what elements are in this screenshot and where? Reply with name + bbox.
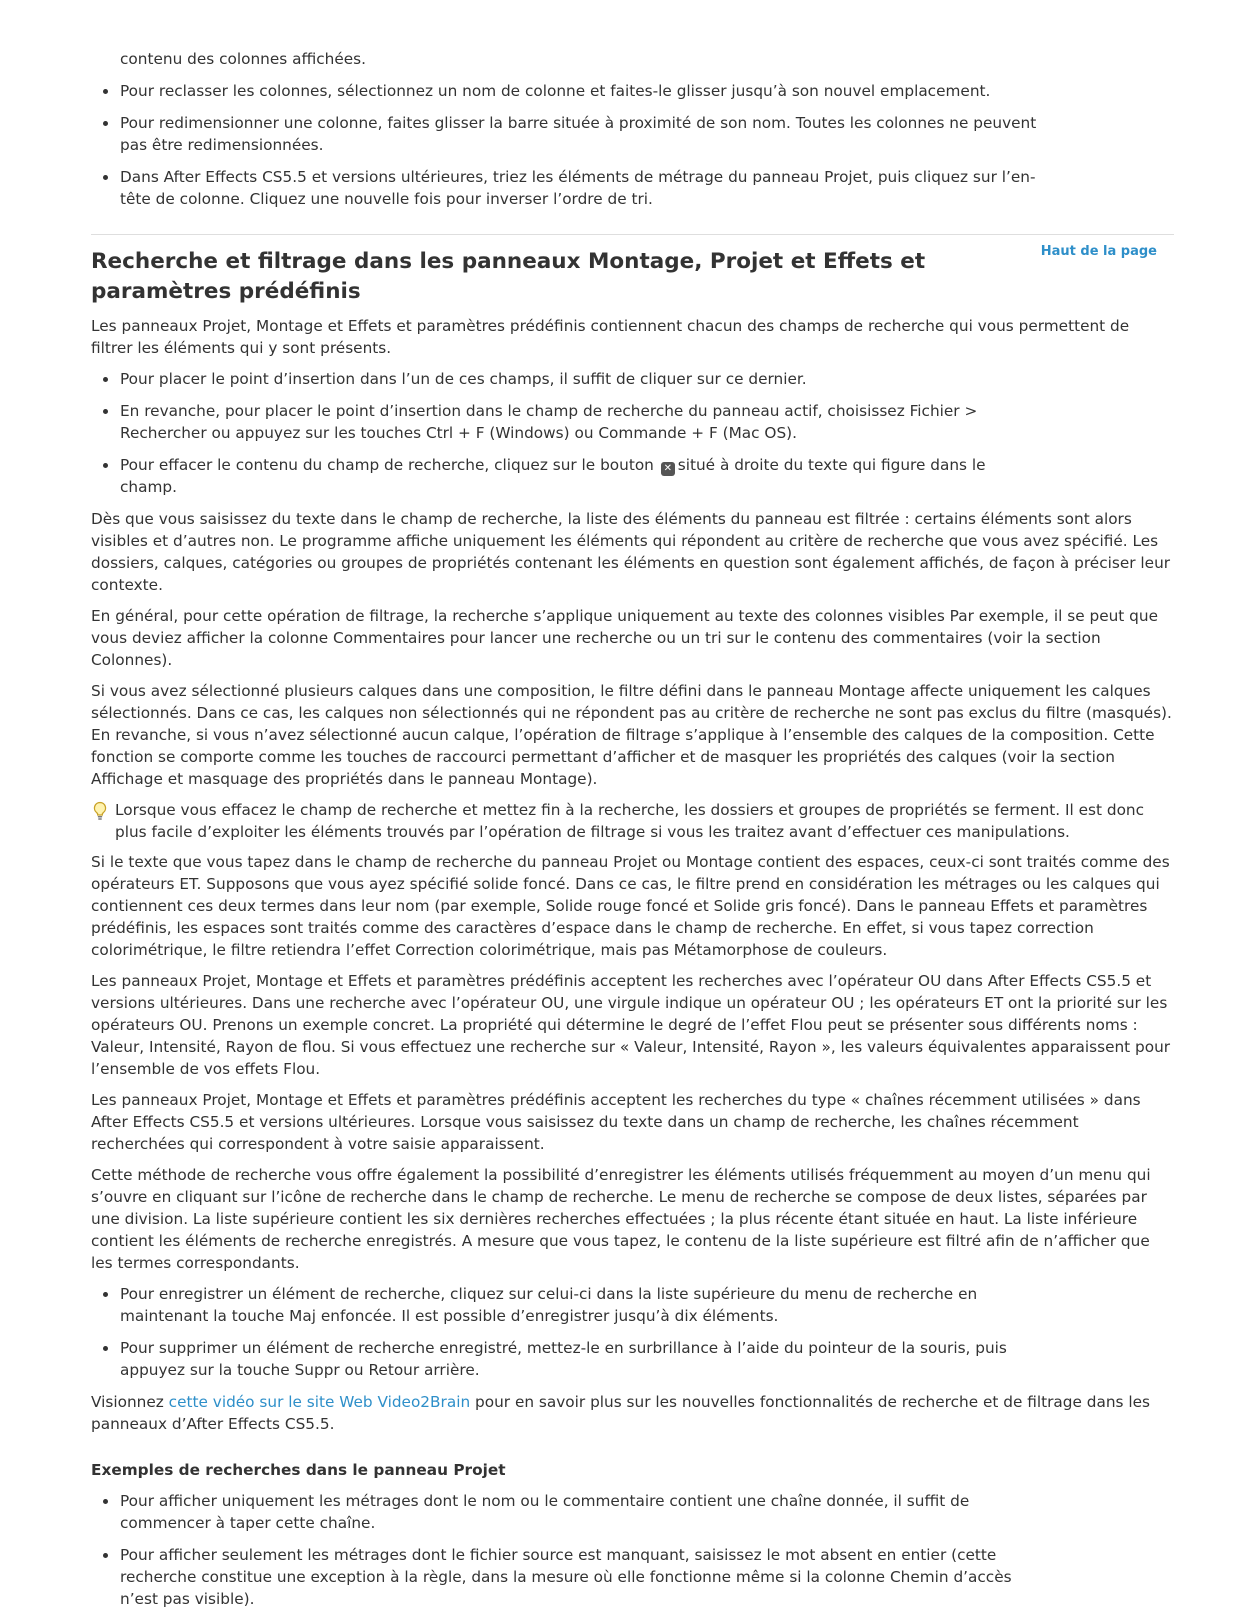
list-item: Pour reclasser les colonnes, sélectionnez un nom de colonne et faites-le glisser jusqu’à son nouvel emplacement. [120, 80, 1174, 102]
examples-list [91, 1490, 1174, 1610]
list-item: Pour supprimer un élément de recherche enregistré, mettez-le en surbrillance à l’aide du pointeur de la souris, puis appuyez sur la touche Suppr ou Retour arrière. [120, 1337, 1174, 1381]
list-item: Pour afficher uniquement les métrages dont le nom ou le commentaire contient une chaîne donnée, il suffit de commencer à taper cette chaîne. [120, 1490, 1174, 1534]
list-item: Pour placer le point d’insertion dans l’un de ces champs, il suffit de cliquer sur ce dernier. [120, 368, 1174, 390]
paragraph: Les panneaux Projet, Montage et Effets et paramètres prédéfinis acceptent les recherches du type « chaînes récemment utilisées » dans After Effects CS5.5 et versions ultérieures. Lorsque vous saisissez du texte dans un champ de recherche, les chaînes récemment recherchées qui correspondent à votre saisie apparaissent. [91, 1091, 1141, 1153]
close-box-icon: ✕ [661, 462, 675, 476]
list-item: En revanche, pour placer le point d’insertion dans le champ de recherche du panneau actif, choisissez Fichier > Rechercher ou appuyez sur les touches Ctrl + F (Windows) ou Commande + F (Mac OS). [120, 400, 1174, 444]
list-item: Pour redimensionner une colonne, faites glisser la barre située à proximité de son nom. Toutes les colonnes ne peuvent pas être redimensionnées. [120, 112, 1174, 156]
list-item: contenu des colonnes affichées. [120, 50, 367, 68]
insertion-point-list [91, 368, 1174, 498]
examples-heading: Exemples de recherches dans le panneau Projet [91, 1461, 506, 1479]
section-title: Recherche et filtrage dans les panneaux Montage, Projet et Effets et paramètres prédéfinis [91, 249, 926, 304]
list-item: Dans After Effects CS5.5 et versions ultérieures, triez les éléments de métrage du panneau Projet, puis cliquez sur l’en-tête de colonne. Cliquez une nouvelle fois pour inverser l’ordre de tri. [120, 166, 1174, 210]
paragraph: Si vous avez sélectionné plusieurs calques dans une composition, le filtre défini dans le panneau Montage affecte uniquement les calques sélectionnés. Dans ce cas, les calques non sélectionnés qui ne répondent pas au critère de recherche ne sont pas exclus du filtre (masqués). En revanche, si vous n’avez sélectionné aucun calque, l’opération de filtrage s’applique à l’ensemble des calques de la composition. Cette fonction se comporte comme les touches de raccourci permettant d’afficher et de masquer les propriétés des calques (voir la section Affichage et masquage des propriétés dans le panneau Montage). [91, 682, 1172, 788]
paragraph: Si le texte que vous tapez dans le champ de recherche du panneau Projet ou Montage contient des espaces, ceux-ci sont traités comme des opérateurs ET. Supposons que vous ayez spécifié solide foncé. Dans ce cas, le filtre prend en considération les métrages ou les calques qui contiennent ces deux termes dans leur nom (par exemple, Solide rouge foncé et Solide gris foncé). Dans le panneau Effets et paramètres prédéfinis, les espaces sont traités comme des caractères d’espace dans le champ de recherche. En effet, si vous tapez correction colorimétrique, le filtre retiendra l’effet Correction colorimétrique, mais pas Métamorphose de couleurs. [91, 853, 1170, 959]
lightbulb-icon [91, 801, 109, 821]
paragraph: Les panneaux Projet, Montage et Effets et paramètres prédéfinis acceptent les recherches avec l’opérateur OU dans After Effects CS5.5 et versions ultérieures. Dans une recherche avec l’opérateur OU, une virgule indique un opérateur OU ; les opérateurs ET ont la priorité sur les opérateurs OU. Prenons un exemple concret. La propriété qui détermine le degré de l’effet Flou peut se présenter sous différents noms : Valeur, Intensité, Rayon de flou. Si vous effectuez une recherche sur « Valeur, Intensité, Rayon », les valeurs équivalentes apparaissent pour l’ensemble de vos effets Flou. [91, 972, 1171, 1078]
video-text-after: pour en savoir plus sur les nouvelles fonctionnalités de recherche et de filtrage dans les panneaux d’After Effects CS5.5. [91, 1393, 1151, 1433]
paragraph: Dès que vous saisissez du texte dans le champ de recherche, la liste des éléments du panneau est filtrée : certains éléments sont alors visibles et d’autres non. Le programme affiche uniquement les éléments qui répondent au critère de recherche que vous avez spécifié. Les dossiers, calques, catégories ou groupes de propriétés contenant les éléments en question sont également affichés, de façon à préciser leur contexte. [91, 510, 1171, 594]
tip-text: Lorsque vous effacez le champ de recherche et mettez fin à la recherche, les dossiers et groupes de propriétés se ferment. Il est donc plus facile d’exploiter les éléments trouvés par l’opération de filtrage si vous les traitez avant d’effectuer ces manipulations. [115, 801, 1145, 841]
video-paragraph [91, 1391, 1174, 1435]
list-item: Pour afficher seulement les métrages dont le fichier source est manquant, saisissez le mot absent en entier (cette recherche constitue une exception à la règle, dans la mesure où elle fonctionne même si la colonne Chemin d’accès n’est pas visible). [120, 1544, 1174, 1610]
video-text-before: Visionnez [91, 1393, 164, 1411]
clear-text-before: Pour effacer le contenu du champ de recherche, cliquez sur le bouton [120, 456, 654, 474]
article-content [91, 48, 1174, 1620]
paragraph: Cette méthode de recherche vous offre également la possibilité d’enregistrer les éléments utilisés fréquemment au moyen d’un menu qui s’ouvre en cliquant sur l’icône de recherche dans le champ de recherche. Le menu de recherche se compose de deux listes, séparées par une division. La liste supérieure contient les six dernières recherches effectuées ; la plus récente étant située en haut. La liste inférieure contient les éléments de recherche enregistrés. A mesure que vous tapez, le contenu de la liste supérieure est filtré afin de n’afficher que les termes correspondants. [91, 1166, 1151, 1272]
saved-search-list [91, 1283, 1174, 1381]
section-header [91, 235, 1174, 307]
tip-note [91, 799, 1174, 843]
list-item: Pour enregistrer un élément de recherche, cliquez sur celui-ci dans la liste supérieure du menu de recherche en maintenant la touche Maj enfoncée. Il est possible d’enregistrer jusqu’à dix éléments. [120, 1283, 1174, 1327]
column-tips-list [91, 48, 1174, 210]
paragraph: En général, pour cette opération de filtrage, la recherche s’applique uniquement au texte des colonnes visibles Par exemple, il se peut que vous deviez afficher la colonne Commentaires pour lancer une recherche ou un tri sur le contenu des commentaires (voir la section Colonnes). [91, 607, 1158, 669]
paragraph: Les panneaux Projet, Montage et Effets et paramètres prédéfinis contiennent chacun des champs de recherche qui vous permettent de filtrer les éléments qui y sont présents. [91, 317, 1130, 357]
back-to-top-link[interactable]: Haut de la page [1040, 244, 1157, 259]
video2brain-link[interactable]: cette vidéo sur le site Web Video2Brain [168, 1393, 471, 1411]
list-item [120, 454, 1174, 498]
clear-text-after: situé à droite du texte qui figure dans le champ. [120, 456, 986, 496]
